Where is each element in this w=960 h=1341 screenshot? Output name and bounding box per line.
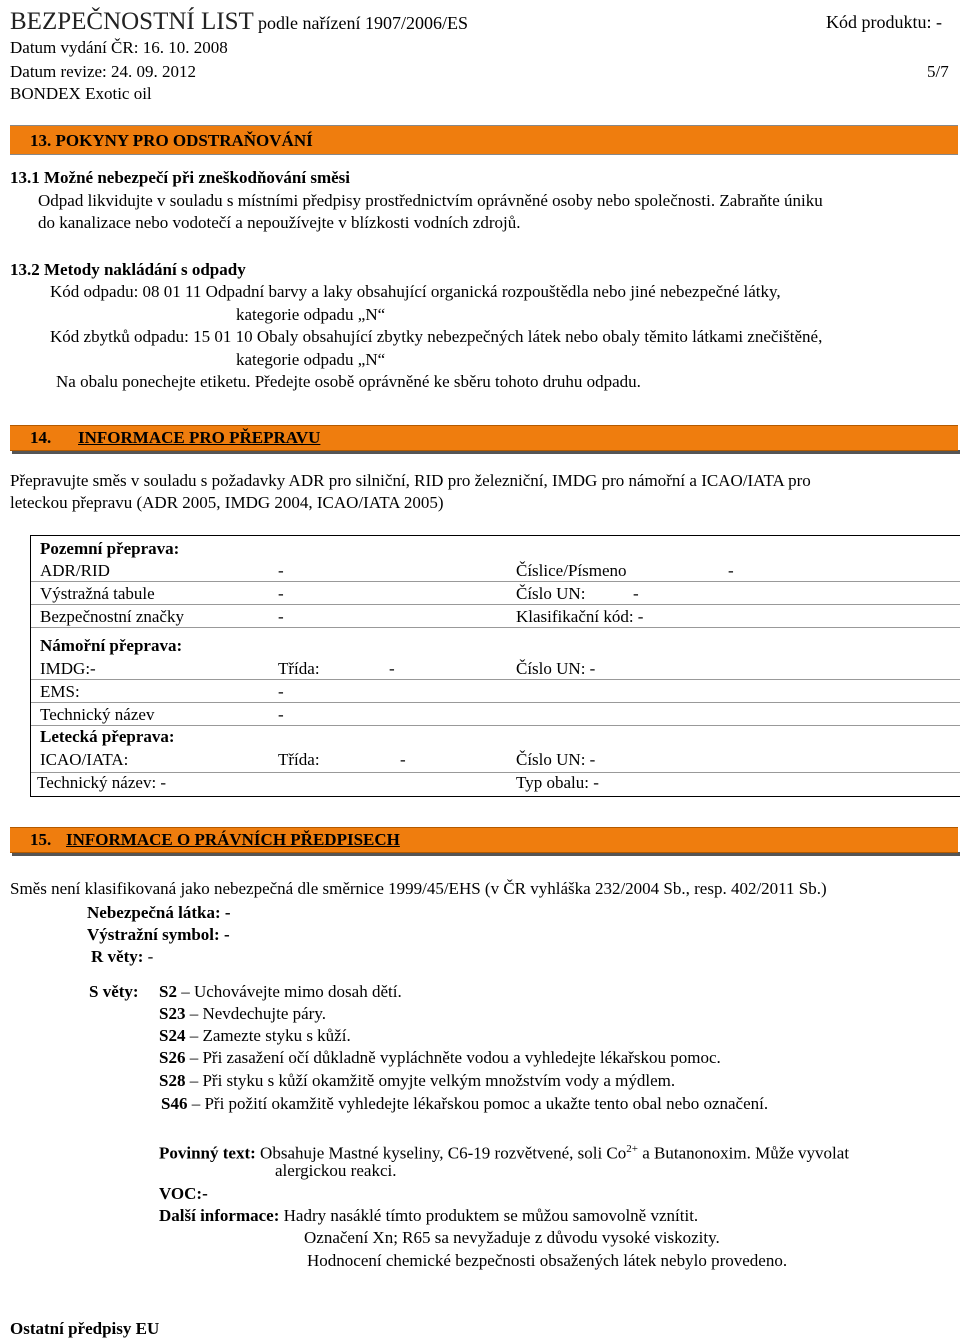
regulation-reference: podle nařízení 1907/2006/ES	[258, 13, 468, 33]
s-phrases-label: S věty:	[89, 982, 139, 1001]
residue-code-line2: kategorie odpadu „N“	[236, 350, 386, 369]
disposal-text-line1: Odpad likvidujte v souladu s místními předpisy prostřednictvím oprávněné osoby nebo společnosti. Zabraňte úniku	[38, 191, 823, 210]
air-un-number: Číslo UN: -	[516, 750, 596, 769]
land-transport-title: Pozemní přeprava:	[40, 539, 180, 558]
waste-code-line1: Kód odpadu: 08 01 11 Odpadní barvy a laky obsahující organická rozpouštědla nebo jiné nebezpečné látky,	[50, 282, 781, 301]
section-15-number: 15.	[30, 830, 52, 849]
section-13-header	[10, 125, 958, 155]
s-phrase-code: S24	[159, 1026, 186, 1045]
mandatory-text-line2: alergickou reakci.	[275, 1161, 397, 1180]
s-phrase-item	[159, 1004, 326, 1024]
safety-signs-label: Bezpečnostní značky	[40, 607, 184, 626]
section-15-title: INFORMACE O PRÁVNÍCH PŘEDPISECH	[66, 830, 400, 849]
warning-plate-label: Výstražná tabule	[40, 584, 155, 603]
mandatory-text-label: Povinný text:	[159, 1143, 256, 1163]
un-number-label: Číslo UN:	[516, 584, 586, 603]
sea-transport-title: Námořní přeprava:	[40, 636, 183, 655]
s-phrase-item	[159, 1048, 721, 1068]
subsection-13-2-title: 13.2 Metody nakládání s odpady	[10, 260, 246, 279]
mandatory-text-body-b: a Butanonoxim. Může vyvolat	[638, 1143, 850, 1163]
transport-table	[30, 535, 960, 797]
residue-code-line1: Kód zbytků odpadu: 15 01 10 Obaly obsahující zbytky nebezpečných látek nebo obaly těmito látkami znečištěné,	[50, 327, 823, 346]
section-13-title: 13. POKYNY PRO ODSTRAŇOVÁNÍ	[30, 131, 313, 150]
document-title: BEZPEČNOSTNÍ LIST	[10, 8, 254, 35]
sea-class-label: Třída:	[278, 659, 320, 678]
subsection-13-1-title: 13.1 Možné nebezpečí při zneškodňování směsi	[10, 168, 350, 187]
document-header	[10, 9, 468, 37]
transport-intro-line1: Přepravujte směs v souladu s požadavky ADR pro silniční, RID pro železniční, IMDG pro námořní a ICAO/IATA pro	[10, 471, 811, 490]
product-code: Kód produktu: -	[826, 12, 942, 32]
revision-date: Datum revize: 24. 09. 2012	[10, 62, 197, 81]
icao-label: ICAO/IATA:	[40, 750, 129, 769]
adr-value: -	[278, 561, 284, 580]
s-phrase-item	[159, 982, 402, 1002]
imdg-label: IMDG:-	[40, 659, 96, 678]
r-phrases-label: R věty:	[91, 947, 144, 966]
issue-date: Datum vydání ČR: 16. 10. 2008	[10, 38, 228, 57]
hazardous-substance: Nebezpečná látka: -	[87, 903, 231, 922]
mandatory-text-superscript: 2+	[626, 1143, 638, 1155]
r-phrases	[91, 947, 153, 967]
page-number: 5/7	[927, 62, 949, 81]
sea-un-number: Číslo UN: -	[516, 659, 596, 678]
additional-info-line1: Hadry nasáklé tímto produktem se můžou samovolně vznítit.	[279, 1206, 699, 1225]
s-phrase-item	[159, 1026, 351, 1046]
warning-plate-value: -	[278, 584, 284, 603]
section-14-header	[10, 425, 958, 451]
label-note: Na obalu ponechejte etiketu. Předejte osobě oprávněné ke sběru tohoto druhu odpadu.	[56, 372, 641, 391]
sea-class-value: -	[389, 659, 395, 678]
section-14-title: INFORMACE PRO PŘEPRAVU	[78, 428, 321, 447]
warning-symbol: Výstražní symbol: -	[87, 925, 230, 944]
digit-letter-label: Číslice/Písmeno	[516, 561, 627, 580]
s-phrase-code: S2	[159, 982, 177, 1001]
row-divider	[31, 702, 960, 703]
section-14-number: 14.	[30, 428, 52, 447]
un-number-value: -	[633, 584, 639, 603]
air-class-value: -	[400, 750, 406, 769]
row-divider	[31, 604, 960, 605]
other-eu-regulations: Ostatní předpisy EU	[10, 1319, 160, 1338]
digit-letter-value: -	[728, 561, 734, 580]
mandatory-text-body-a: Obsahuje Mastné kyseliny, C6-19 rozvětvené, soli Co	[255, 1143, 627, 1163]
safety-signs-value: -	[278, 607, 284, 626]
waste-code-line2: kategorie odpadu „N“	[236, 305, 386, 324]
row-divider	[31, 679, 960, 680]
disposal-text-line2: do kanalizace nebo vodotečí a nepoužívejte v blízkosti vodních zdrojů.	[38, 213, 521, 232]
air-class-label: Třída:	[278, 750, 320, 769]
s-phrase-code: S46	[161, 1094, 188, 1113]
section-15-header	[10, 827, 958, 853]
s-phrase-code: S23	[159, 1004, 186, 1023]
row-divider	[31, 725, 960, 726]
technical-name-label: Technický název	[40, 705, 155, 724]
row-divider	[31, 772, 960, 773]
packaging-type: Typ obalu: -	[516, 773, 599, 792]
voc-value: VOC:-	[159, 1184, 208, 1203]
additional-info-line3: Hodnocení chemické bezpečnosti obsažených látek nebylo provedeno.	[307, 1251, 788, 1270]
s-phrase-text: – Uchovávejte mimo dosah dětí.	[176, 982, 402, 1001]
product-name: BONDEX Exotic oil	[10, 84, 152, 103]
s-phrase-text: – Zamezte styku s kůží.	[185, 1026, 351, 1045]
regulatory-intro: Směs není klasifikovaná jako nebezpečná dle směrnice 1999/45/EHS (v ČR vyhláška 232/2004 Sb., resp. 402/2011 Sb.)	[10, 879, 827, 898]
technical-name-value: -	[278, 705, 284, 724]
s-phrase-code: S26	[159, 1048, 186, 1067]
transport-intro-line2: leteckou přepravu (ADR 2005, IMDG 2004, ICAO/IATA 2005)	[10, 493, 444, 512]
r-phrases-value: -	[147, 947, 154, 966]
air-technical-name: Technický název: -	[37, 773, 167, 792]
ems-label: EMS:	[40, 682, 80, 701]
mandatory-text	[159, 1139, 849, 1164]
s-phrase-text: – Při požití okamžitě vyhledejte lékařskou pomoc a ukažte tento obal nebo označení.	[187, 1094, 769, 1113]
row-divider	[31, 581, 960, 582]
classification-code: Klasifikační kód: -	[516, 607, 644, 626]
ems-value: -	[278, 682, 284, 701]
s-phrase-item	[159, 1071, 675, 1091]
s-phrase-text: – Při zasažení očí důkladně vypláchněte vodou a vyhledejte lékařskou pomoc.	[185, 1048, 721, 1067]
additional-info-label: Další informace:	[159, 1206, 280, 1225]
additional-info-line2: Označení Xn; R65 sa nevyžaduje z důvodu vysoké viskozity.	[304, 1228, 720, 1247]
additional-info	[159, 1206, 698, 1226]
s-phrase-text: – Při styku s kůží okamžitě omyjte velkým množstvím vody a mýdlem.	[185, 1071, 676, 1090]
row-divider	[31, 627, 960, 628]
air-transport-title: Letecká přeprava:	[40, 727, 175, 746]
s-phrase-item	[161, 1094, 768, 1114]
s-phrase-code: S28	[159, 1071, 186, 1090]
s-phrase-text: – Nevdechujte páry.	[185, 1004, 326, 1023]
adr-label: ADR/RID	[40, 561, 110, 580]
